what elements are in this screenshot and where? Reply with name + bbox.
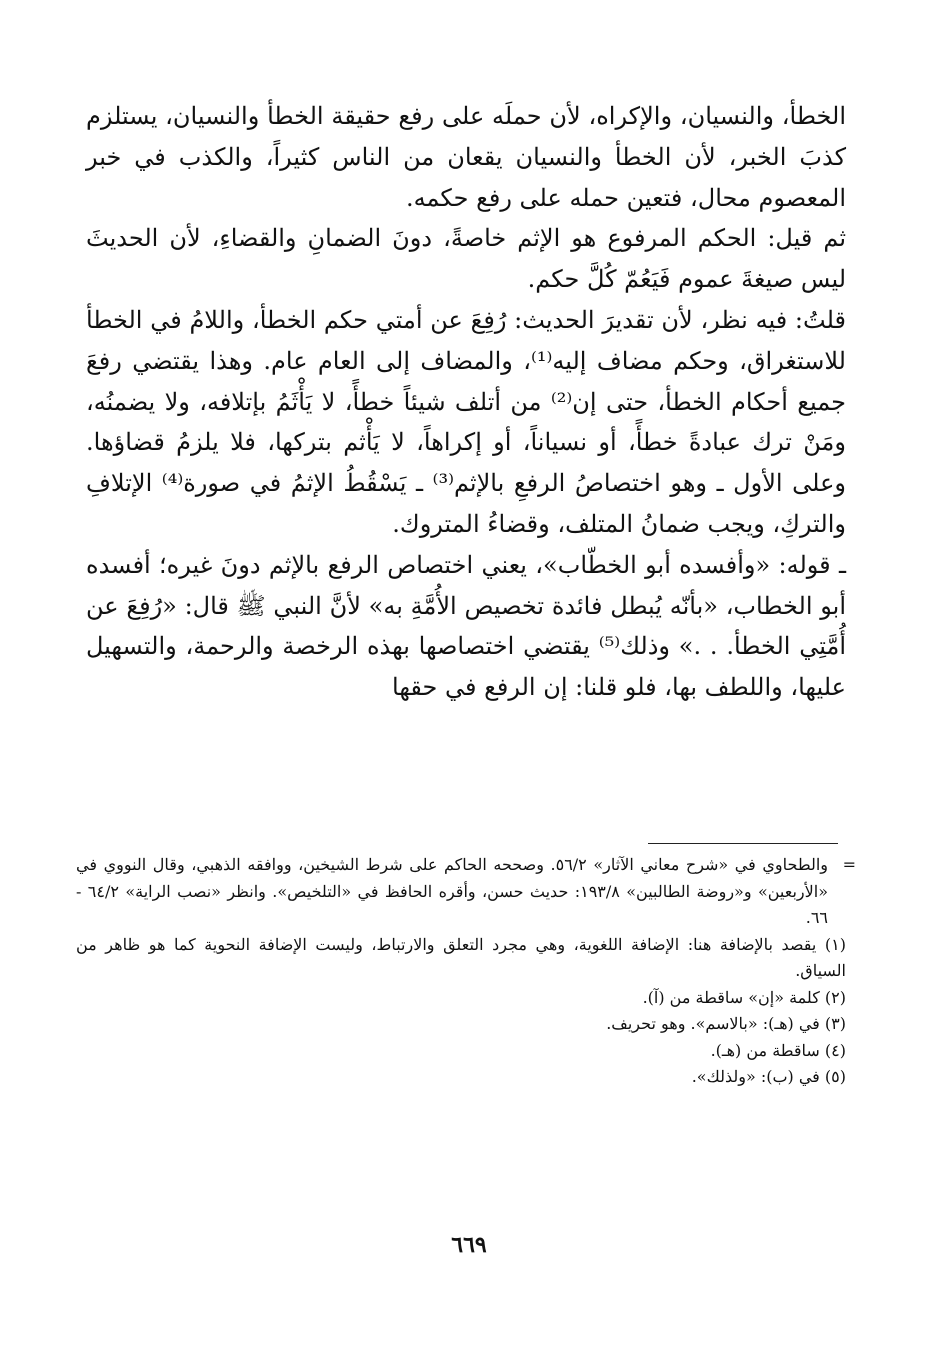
footnote-3: (٣) في (هـ): «بالاسم». وهو تحريف.	[606, 1014, 846, 1033]
footnote-continuation	[76, 852, 856, 932]
footnote-divider	[648, 843, 838, 844]
paragraph-4: ـ قوله: «وأفسده أبو الخطّاب»، يعني اختصاص الرفع بالإثم دونَ غيره؛ أفسده أبو الخطاب، «بأنّه يُبطل فائدة تخصيص الأُمَّةِ به» لأنَّ النبي ﷺ قال: «رُفِعَ عن أُمَّتِي الخطأ. . .» وذلك⁽⁵⁾ يقتضي اختصاصها بهذه الرخصة والرحمة، والتسهيل عليها، واللطف بها، فلو قلنا: إن الرفع في حقها	[86, 550, 846, 702]
footnote-continuation-text: والطحاوي في «شرح معاني الآثار» ٥٦/٢. وصححه الحاكم على شرط الشيخين، ووافقه الذهبي، وقال النووي في «الأربعين» و«روضة الطالبين» ١٩٣/٨: حديث حسن، وأقره الحافظ في «التلخيص». وانظر «نصب الراية» ٦٤/٢ - ٦٦.	[76, 855, 829, 927]
paragraph-3: قلتُ: فيه نظر، لأن تقديرَ الحديث: رُفِعَ عن أمتي حكم الخطأ، واللامُ في الخطأ للاستغراق، وحكم مضاف إليه⁽¹⁾، والمضاف إلى العام عام. وهذا يقتضي رفعَ جميع أحكام الخطأ، حتى إن⁽²⁾ من أتلف شيئاً خطأً، لا يَأْثَمُ بإتلافه، ولا يضمنُه، ومَنْ ترك عبادةً خطأً، أو نسياناً، أو إكراهاً، لا يَأْثم بتركها، فلا يلزمُ قضاؤها. وعلى الأول ـ وهو اختصاصُ الرفعِ بالإثم⁽³⁾ ـ يَسْقُطُ الإثمُ في صورة⁽⁴⁾ الإتلافِ والتركِ، ويجب ضمانُ المتلف، وقضاءُ المتروك.	[86, 305, 846, 538]
paragraph-2: ثم قيل: الحكم المرفوع هو الإثم خاصةً، دونَ الضمانِ والقضاءِ، لأن الحديثَ ليس صيغةَ عموم فَيَعُمّ كُلَّ حكم.	[86, 224, 846, 294]
continuation-mark: =	[842, 855, 856, 874]
footnote-1: (١) يقصد بالإضافة هنا: الإضافة اللغوية، وهي مجرد التعلق والارتباط، وليست الإضافة النحوية كما هو ظاهر من السياق.	[76, 934, 846, 980]
footnote-2: (٢) كلمة «إن» ساقطة من (آ).	[642, 987, 846, 1007]
footnote-5: (٥) في (ب): «ولذلك».	[691, 1067, 846, 1086]
main-text-block	[86, 96, 846, 708]
page-number: ٦٦٩	[451, 1232, 487, 1258]
footnote-4: (٤) ساقطة من (هـ).	[710, 1040, 846, 1060]
paragraph-1: الخطأ، والنسيان، والإكراه، لأن حملَه على رفع حقيقة الخطأ والنسيان، يستلزم كذبَ الخبر، لأن الخطأ والنسيان يقعان من الناس كثيراً، والكذب في خبر المعصوم محال، فتعين حمله على رفع حكمه.	[86, 102, 846, 212]
footnotes-block	[76, 852, 856, 1091]
